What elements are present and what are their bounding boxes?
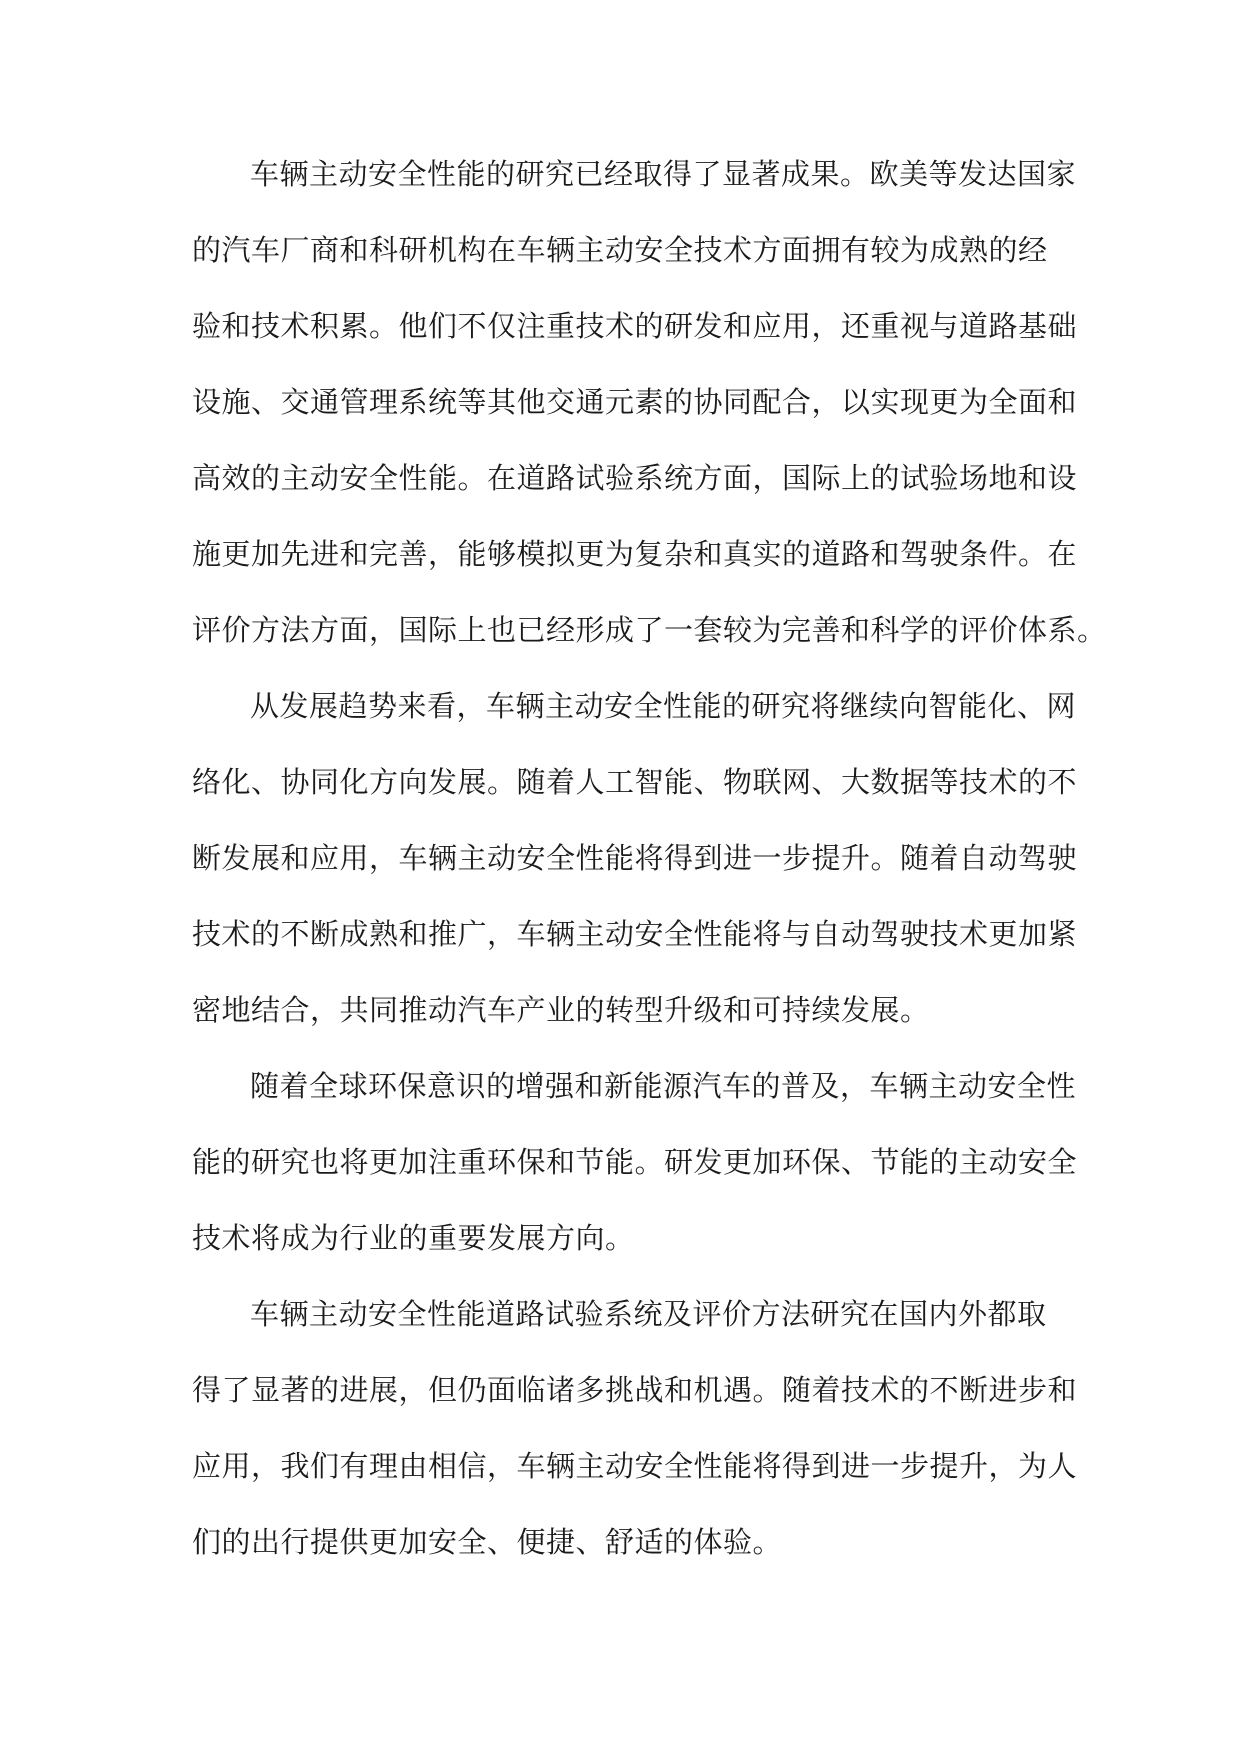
- paragraph-line: 从发展趋势来看，车辆主动安全性能的研究将继续向智能化、网: [250, 689, 1077, 723]
- paragraph-line: 能的研究也将更加注重环保和节能。研发更加环保、节能的主动安全: [192, 1145, 1078, 1179]
- paragraph-line: 车辆主动安全性能的研究已经取得了显著成果。欧美等发达国家: [250, 157, 1077, 191]
- paragraph-line: 断发展和应用，车辆主动安全性能将得到进一步提升。随着自动驾驶: [192, 841, 1078, 875]
- paragraph-3: [192, 1054, 1078, 1282]
- paragraph-line: 车辆主动安全性能道路试验系统及评价方法研究在国内外都取: [250, 1297, 1047, 1331]
- document-body: [192, 142, 1107, 1586]
- paragraph-line: 们的出行提供更加安全、便捷、舒适的体验。: [192, 1525, 783, 1559]
- paragraph-2: [192, 674, 1078, 1054]
- paragraph-line: 评价方法方面，国际上也已经形成了一套较为完善和科学的评价体系。: [192, 613, 1107, 647]
- paragraph-line: 技术的不断成熟和推广，车辆主动安全性能将与自动驾驶技术更加紧: [192, 917, 1078, 951]
- paragraph-line: 施更加先进和完善，能够模拟更为复杂和真实的道路和驾驶条件。在: [192, 537, 1078, 571]
- paragraph-line: 设施、交通管理系统等其他交通元素的协同配合，以实现更为全面和: [192, 385, 1078, 419]
- paragraph-1: [192, 142, 1107, 674]
- paragraph-line: 高效的主动安全性能。在道路试验系统方面，国际上的试验场地和设: [192, 461, 1078, 495]
- paragraph-line: 络化、协同化方向发展。随着人工智能、物联网、大数据等技术的不: [192, 765, 1078, 799]
- paragraph-line: 技术将成为行业的重要发展方向。: [192, 1221, 635, 1255]
- paragraph-line: 应用，我们有理由相信，车辆主动安全性能将得到进一步提升，为人: [192, 1449, 1078, 1483]
- paragraph-line: 的汽车厂商和科研机构在车辆主动安全技术方面拥有较为成熟的经: [192, 233, 1048, 267]
- paragraph-line: 密地结合，共同推动汽车产业的转型升级和可持续发展。: [192, 993, 930, 1027]
- paragraph-4: [192, 1282, 1078, 1586]
- paragraph-line: 随着全球环保意识的增强和新能源汽车的普及，车辆主动安全性: [250, 1069, 1077, 1103]
- paragraph-line: 得了显著的进展，但仍面临诸多挑战和机遇。随着技术的不断进步和: [192, 1373, 1078, 1407]
- paragraph-line: 验和技术积累。他们不仅注重技术的研发和应用，还重视与道路基础: [192, 309, 1078, 343]
